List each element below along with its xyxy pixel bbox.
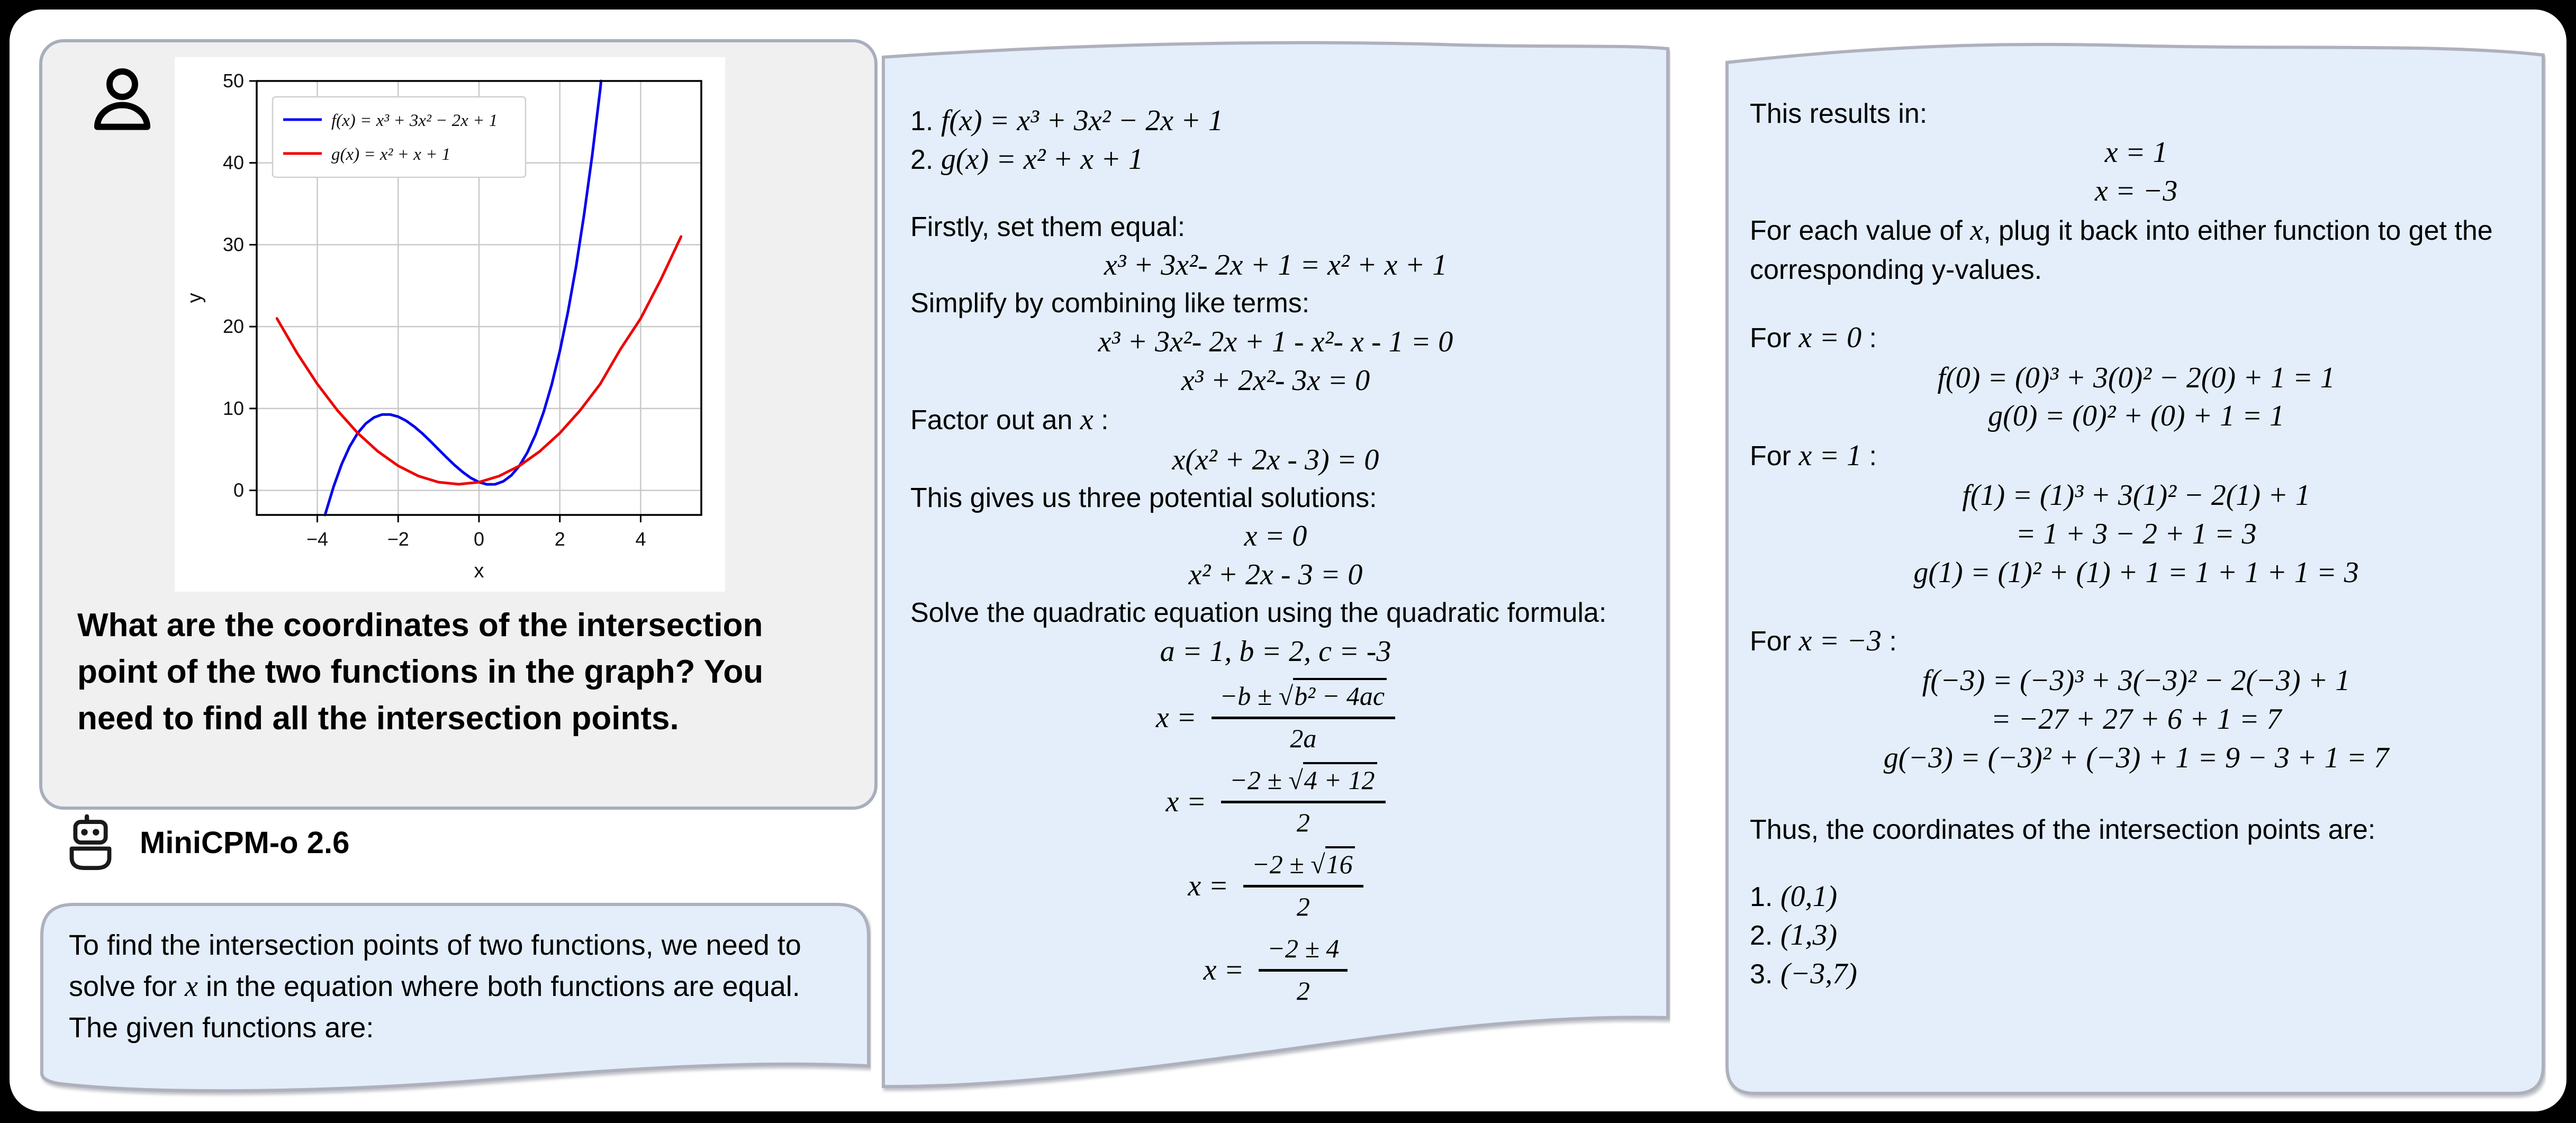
text-line: Thus, the coordinates of the intersection points are: — [1750, 814, 2376, 845]
svg-text:−4: −4 — [306, 528, 329, 550]
equation-line: x = −3 — [2094, 174, 2178, 207]
equation-line: 2. g(x) = x² + x + 1 — [910, 142, 1143, 176]
gap — [1750, 592, 2523, 621]
svg-text:y: y — [184, 293, 206, 303]
model-name: MiniCPM-o 2.6 — [140, 825, 350, 860]
equation-line: 1. f(x) = x³ + 3x² − 2x + 1 — [910, 104, 1223, 137]
fraction-line: x = $\frac{\text{−b ± √b² − 4ac}}{2a}$ — [910, 680, 1641, 755]
panel-steps-content — [910, 102, 1641, 1017]
svg-text:10: 10 — [222, 397, 244, 419]
svg-text:20: 20 — [222, 315, 244, 338]
equation-line: x³ + 2x²- 3x = 0 — [1181, 364, 1370, 397]
function-plot-figure — [175, 57, 725, 592]
text-line: Firstly, set them equal: — [910, 211, 1186, 242]
text-line: Factor out an x : — [910, 403, 1109, 437]
text-line: For each value of x, plug it back into either function to get the corresponding y-values. — [1750, 214, 2493, 285]
svg-text:50: 50 — [222, 70, 244, 92]
equation-line: f(0) = (0)³ + 3(0)² − 2(0) + 1 = 1 — [1937, 361, 2335, 394]
response-panel-results — [1724, 39, 2546, 1100]
equation-line: a = 1, b = 2, c = -3 — [1160, 635, 1391, 668]
gap — [1750, 849, 2523, 877]
bubble-intro-content — [69, 925, 847, 1048]
robot-icon — [61, 812, 120, 873]
person-icon — [84, 59, 161, 143]
svg-text:x: x — [474, 560, 484, 582]
svg-text:−2: −2 — [387, 528, 409, 550]
svg-text:0: 0 — [473, 528, 485, 550]
svg-text:4: 4 — [635, 528, 646, 550]
text-line: This gives us three potential solutions: — [910, 482, 1377, 513]
legend-entry: f(x) = x³ + 3x² − 2x + 1 — [331, 111, 498, 130]
text-line: For x = 0 : — [1750, 321, 1877, 355]
gap — [1750, 777, 2523, 811]
text-line: Solve the quadratic equation using the quadratic formula: — [910, 597, 1607, 628]
svg-text:30: 30 — [222, 233, 244, 256]
user-question-card — [39, 39, 878, 810]
response-panel-steps — [881, 39, 1670, 1100]
equation-line: = −27 + 27 + 6 + 1 = 7 — [1991, 702, 2282, 736]
response-bubble-intro — [39, 902, 871, 1099]
equation-line: g(1) = (1)² + (1) + 1 = 1 + 1 + 1 = 3 — [1913, 556, 2359, 590]
text-line: This results in: — [1750, 98, 1928, 129]
equation-line: g(0) = (0)² + (0) + 1 = 1 — [1988, 400, 2284, 433]
equation-line: x² + 2x - 3 = 0 — [1188, 558, 1363, 592]
equation-line: x = 0 — [1244, 520, 1307, 553]
svg-text:0: 0 — [233, 479, 244, 501]
legend-entry: g(x) = x² + x + 1 — [331, 145, 451, 164]
content-canvas — [10, 10, 2566, 1111]
equation-line: x(x² + 2x - 3) = 0 — [1172, 443, 1379, 476]
text-line: For x = 1 : — [1750, 439, 1877, 473]
equation-line: = 1 + 3 − 2 + 1 = 3 — [2015, 518, 2257, 551]
equation-line: x = 1 — [2104, 135, 2168, 169]
equation-line: f(−3) = (−3)³ + 3(−3)² − 2(−3) + 1 — [1922, 664, 2351, 698]
gap — [1750, 289, 2523, 318]
chart — [175, 57, 725, 592]
text-line: To find the intersection points of two functions, we need to solve for x in the equation where both functions are equal. The given functions are: — [69, 929, 801, 1044]
gap — [910, 179, 1641, 209]
svg-text:40: 40 — [222, 151, 244, 174]
panel-results-content — [1750, 95, 2523, 993]
equation-line: 1. (0,1) — [1750, 880, 1838, 913]
equation-line: g(−3) = (−3)² + (−3) + 1 = 9 − 3 + 1 = 7 — [1883, 741, 2389, 774]
svg-text:2: 2 — [554, 528, 565, 550]
text-line: Simplify by combining like terms: — [910, 288, 1310, 319]
fraction-line: x = $\frac{-2 \pm 4}{2}$ — [910, 932, 1641, 1007]
model-row — [61, 812, 349, 873]
fraction-line: x = $\frac{-2 \pm √4 + 12}{2}$ — [910, 764, 1641, 839]
equation-line: x³ + 3x²- 2x + 1 = x² + x + 1 — [1104, 249, 1448, 282]
question-text: What are the coordinates of the intersection point of the two functions in the graph? You need to find all the intersection points. — [77, 607, 764, 737]
equation-line: 2. (1,3) — [1750, 919, 1838, 952]
text-line: For x = −3 : — [1750, 624, 1897, 657]
fraction-line: x = $\frac{-2 \pm √16}{2}$ — [910, 848, 1641, 923]
equation-line: x³ + 3x²- 2x + 1 - x²- x - 1 = 0 — [1098, 325, 1453, 358]
equation-line: f(1) = (1)³ + 3(1)² − 2(1) + 1 — [1962, 479, 2310, 512]
equation-line: 3. (−3,7) — [1750, 957, 1857, 990]
